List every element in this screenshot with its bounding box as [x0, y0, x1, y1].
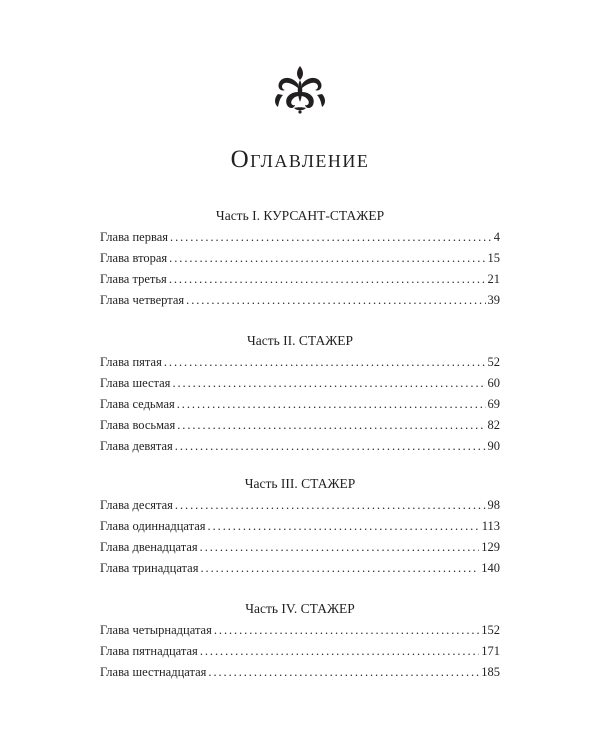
chapter-title: Глава девятая	[100, 439, 173, 453]
toc-entry	[100, 438, 500, 459]
dot-leader	[175, 438, 486, 454]
page-number: 113	[481, 519, 500, 533]
dot-leader	[208, 518, 480, 534]
dot-leader	[164, 354, 486, 370]
chapter-title: Глава четырнадцатая	[100, 623, 212, 637]
chapter-title: Глава седьмая	[100, 397, 175, 411]
page-number: 4	[493, 230, 500, 244]
page-number: 185	[481, 665, 500, 679]
page-number: 60	[487, 376, 500, 390]
chapter-title: Глава пятая	[100, 355, 162, 369]
page-number: 140	[481, 561, 500, 575]
chapter-title: Глава пятнадцатая	[100, 644, 198, 658]
chapter-title: Глава первая	[100, 230, 169, 244]
part-heading: Часть III. СТАЖЕР	[244, 476, 356, 491]
part-heading: Часть IV. СТАЖЕР	[245, 601, 355, 616]
toc-entry	[100, 292, 500, 313]
page-number: 52	[487, 355, 500, 369]
toc-part-1	[100, 208, 500, 313]
toc-part-3	[100, 476, 500, 581]
dot-leader	[186, 292, 485, 308]
dot-leader	[200, 560, 479, 576]
dot-leader	[200, 539, 480, 555]
dot-leader	[208, 664, 479, 680]
dot-leader	[177, 417, 485, 433]
toc-entry	[100, 354, 500, 375]
page-number: 82	[487, 418, 500, 432]
toc-entry	[100, 622, 500, 643]
fleuron-ornament-icon	[270, 64, 330, 114]
part-heading: Часть II. СТАЖЕР	[246, 333, 354, 348]
toc-part-2	[100, 333, 500, 459]
page-number: 39	[487, 293, 500, 307]
dot-leader	[170, 229, 492, 245]
page-number: 129	[481, 540, 500, 554]
page-number: 15	[487, 251, 500, 265]
page-title: Оглавление	[230, 146, 370, 173]
toc-entry	[100, 518, 500, 539]
dot-leader	[200, 643, 479, 659]
toc-entry	[100, 396, 500, 417]
dot-leader	[214, 622, 479, 638]
dot-leader	[169, 271, 486, 287]
toc-entry	[100, 643, 500, 664]
chapter-title: Глава шестнадцатая	[100, 665, 207, 679]
chapter-title: Глава восьмая	[100, 418, 176, 432]
page-number: 152	[481, 623, 500, 637]
chapter-title: Глава двенадцатая	[100, 540, 198, 554]
page-number: 90	[487, 439, 500, 453]
chapter-title: Глава тринадцатая	[100, 561, 199, 575]
dot-leader	[177, 396, 486, 412]
chapter-title: Глава вторая	[100, 251, 168, 265]
toc-entry	[100, 560, 500, 581]
toc-entry	[100, 664, 500, 685]
dot-leader	[172, 375, 485, 391]
toc-entry	[100, 375, 500, 396]
toc-entry	[100, 271, 500, 292]
toc-part-4	[100, 601, 500, 685]
chapter-title: Глава третья	[100, 272, 167, 286]
chapter-title: Глава четвертая	[100, 293, 185, 307]
toc-entry	[100, 497, 500, 518]
toc-entry	[100, 539, 500, 560]
page-number: 21	[487, 272, 500, 286]
toc-entry	[100, 229, 500, 250]
page-number: 171	[481, 644, 500, 658]
chapter-title: Глава десятая	[100, 498, 173, 512]
page-number: 69	[487, 397, 500, 411]
dot-leader	[169, 250, 485, 266]
toc-entry	[100, 250, 500, 271]
page-number: 98	[487, 498, 500, 512]
part-heading: Часть I. КУРСАНТ-СТАЖЕР	[215, 208, 385, 223]
chapter-title: Глава шестая	[100, 376, 171, 390]
toc-entry	[100, 417, 500, 438]
chapter-title: Глава одиннадцатая	[100, 519, 206, 533]
dot-leader	[175, 497, 486, 513]
